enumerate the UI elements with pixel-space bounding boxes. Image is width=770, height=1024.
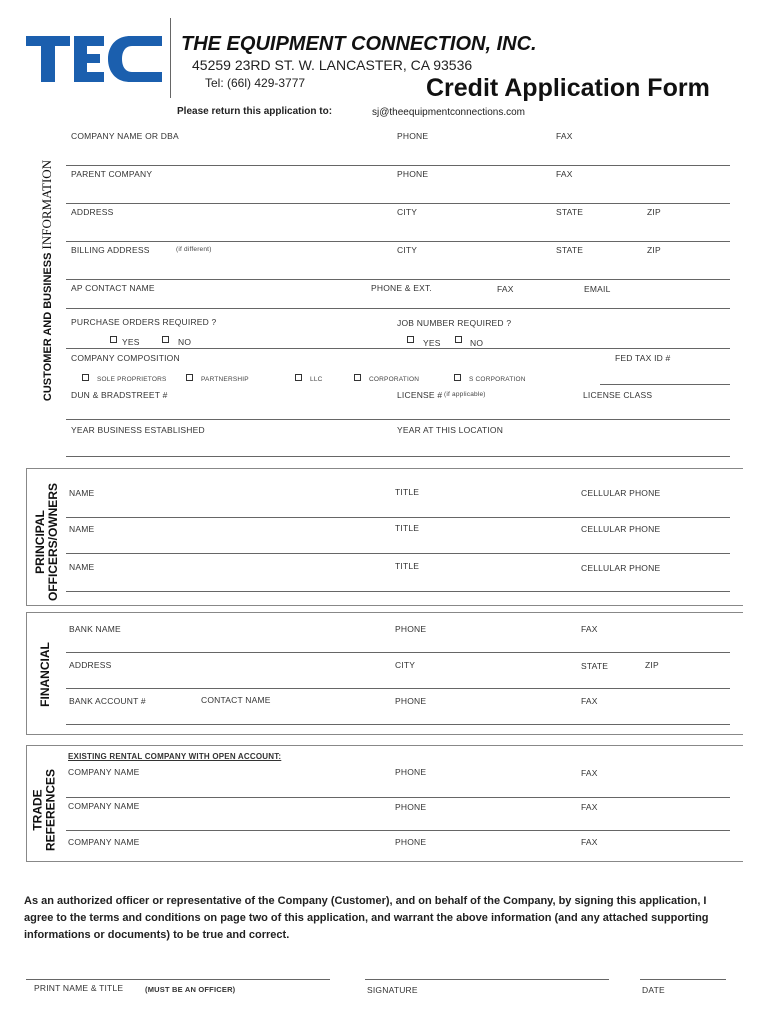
label-parent-company: PARENT COMPANY xyxy=(71,169,153,179)
label-print-name: PRINT NAME & TITLE xyxy=(34,983,124,993)
label-principal-name-1: NAME xyxy=(69,488,95,498)
field-line-po xyxy=(66,348,730,349)
field-line-bank[interactable] xyxy=(66,652,730,653)
field-line-dun[interactable] xyxy=(66,419,730,420)
field-line-billing[interactable] xyxy=(66,279,730,280)
label-job-required: JOB NUMBER REQUIRED ? xyxy=(397,318,512,328)
field-line-trade-2[interactable] xyxy=(66,830,730,831)
checkbox-partnership[interactable] xyxy=(186,374,193,381)
label-principal-title-1: TITLE xyxy=(395,487,420,497)
label-job-no: NO xyxy=(470,338,484,348)
label-zip: ZIP xyxy=(647,207,661,217)
field-line-principal-1[interactable] xyxy=(66,517,730,518)
label-trade-company-1: COMPANY NAME xyxy=(68,767,140,777)
label-trade-fax-1: FAX xyxy=(581,768,598,778)
label-principal-cell-2: CELLULAR PHONE xyxy=(581,524,661,534)
field-line-signature[interactable] xyxy=(365,979,609,980)
label-bank-fax-2: FAX xyxy=(581,696,598,706)
field-line-year[interactable] xyxy=(66,456,730,457)
label-license-class: LICENSE CLASS xyxy=(583,390,653,400)
label-existing-rental: EXISTING RENTAL COMPANY WITH OPEN ACCOUNT: xyxy=(68,752,282,761)
label-bank-phone: PHONE xyxy=(395,624,427,634)
field-line-bank-address[interactable] xyxy=(66,688,730,689)
field-line-trade-1[interactable] xyxy=(66,797,730,798)
section-label-financial: FINANCIAL xyxy=(38,642,52,707)
label-company-composition: COMPANY COMPOSITION xyxy=(71,353,180,363)
company-name: THE EQUIPMENT CONNECTION, INC. xyxy=(181,33,537,55)
checkbox-job-no[interactable] xyxy=(455,336,462,343)
return-label: Please return this application to: xyxy=(177,106,333,117)
label-bank-state: STATE xyxy=(581,661,609,671)
label-phone-ext: PHONE & EXT. xyxy=(371,283,432,293)
label-bank-phone-2: PHONE xyxy=(395,696,427,706)
label-bank-zip: ZIP xyxy=(645,660,659,670)
field-line-print-name[interactable] xyxy=(26,979,330,980)
return-email[interactable]: sj@theequipmentconnections.com xyxy=(372,107,526,118)
label-city-billing: CITY xyxy=(397,245,418,255)
label-bank-fax: FAX xyxy=(581,624,598,634)
label-date: DATE xyxy=(642,985,665,995)
label-email: EMAIL xyxy=(584,284,611,294)
label-po-no: NO xyxy=(178,337,192,347)
label-company-name: COMPANY NAME OR DBA xyxy=(71,131,179,141)
label-trade-fax-3: FAX xyxy=(581,837,598,847)
label-bank-city: CITY xyxy=(395,660,416,670)
label-bank-address: ADDRESS xyxy=(69,660,112,670)
label-bank-contact: CONTACT NAME xyxy=(201,695,271,705)
field-line-bank-account[interactable] xyxy=(66,724,730,725)
label-partnership: PARTNERSHIP xyxy=(201,376,249,383)
label-year-location: YEAR AT THIS LOCATION xyxy=(397,425,504,435)
label-corporation: CORPORATION xyxy=(369,376,420,383)
label-sole: SOLE PROPRIETORS xyxy=(97,376,167,383)
label-trade-phone-2: PHONE xyxy=(395,802,427,812)
tec-logo-icon xyxy=(26,34,164,84)
field-line-ap[interactable] xyxy=(66,308,730,309)
label-principal-title-2: TITLE xyxy=(395,523,420,533)
label-principal-title-3: TITLE xyxy=(395,561,420,571)
label-address: ADDRESS xyxy=(71,207,114,217)
checkbox-llc[interactable] xyxy=(295,374,302,381)
label-bank-account: BANK ACCOUNT # xyxy=(69,696,146,706)
label-dun: DUN & BRADSTREET # xyxy=(71,390,168,400)
field-line-principal-2[interactable] xyxy=(66,553,730,554)
checkbox-po-yes[interactable] xyxy=(110,336,117,343)
label-fax-ap: FAX xyxy=(497,284,514,294)
section-financial-box xyxy=(26,612,743,735)
form-title: Credit Application Form xyxy=(426,74,710,102)
label-state: STATE xyxy=(556,207,584,217)
company-logo xyxy=(26,34,164,84)
section-label-principal: PRINCIPAL OFFICERS/OWNERS xyxy=(33,483,60,602)
label-ap-contact: AP CONTACT NAME xyxy=(71,283,155,293)
checkbox-po-no[interactable] xyxy=(162,336,169,343)
label-state-billing: STATE xyxy=(556,245,584,255)
authorization-statement: As an authorized officer or representative of the Company (Customer), and on behalf of the Company, by signing this application, I agree to the terms and conditions on page two of this application, and warrant the above information (and any attached supporting informations or documents) to be true and correct. xyxy=(24,895,709,941)
label-trade-phone-1: PHONE xyxy=(395,767,427,777)
section-label-trade: TRADE REFERENCES xyxy=(30,769,58,852)
label-trade-fax-2: FAX xyxy=(581,802,598,812)
label-fed-tax: FED TAX ID # xyxy=(615,353,671,363)
label-signature: SIGNATURE xyxy=(367,985,418,995)
field-line-address[interactable] xyxy=(66,241,730,242)
label-po-required: PURCHASE ORDERS REQUIRED ? xyxy=(71,317,217,327)
label-zip-billing: ZIP xyxy=(647,245,661,255)
label-phone: PHONE xyxy=(397,131,429,141)
checkbox-job-yes[interactable] xyxy=(407,336,414,343)
label-principal-cell-1: CELLULAR PHONE xyxy=(581,488,661,498)
label-must-be-officer: (MUST BE AN OFFICER) xyxy=(145,985,236,994)
label-bank-name: BANK NAME xyxy=(69,624,121,634)
label-phone-parent: PHONE xyxy=(397,169,429,179)
checkbox-sole[interactable] xyxy=(82,374,89,381)
label-trade-phone-3: PHONE xyxy=(395,837,427,847)
label-year-established: YEAR BUSINESS ESTABLISHED xyxy=(71,425,205,435)
label-job-yes: YES xyxy=(423,338,441,348)
label-city: CITY xyxy=(397,207,418,217)
label-principal-cell-3: CELLULAR PHONE xyxy=(581,563,661,573)
field-line-company[interactable] xyxy=(66,165,730,166)
label-s-corp: S CORPORATION xyxy=(469,376,526,383)
label-billing-address: BILLING ADDRESS xyxy=(71,245,150,255)
label-trade-company-3: COMPANY NAME xyxy=(68,837,140,847)
label-trade-company-2: COMPANY NAME xyxy=(68,801,140,811)
checkbox-s-corp[interactable] xyxy=(454,374,461,381)
field-line-parent[interactable] xyxy=(66,203,730,204)
label-llc: LLC xyxy=(310,376,323,383)
company-address: 45259 23RD ST. W. LANCASTER, CA 93536 xyxy=(192,57,473,73)
label-principal-name-2: NAME xyxy=(69,524,95,534)
field-line-date[interactable] xyxy=(640,979,726,980)
checkbox-corporation[interactable] xyxy=(354,374,361,381)
label-fax: FAX xyxy=(556,131,573,141)
label-po-yes: YES xyxy=(122,337,140,347)
label-license: LICENSE # xyxy=(397,390,443,400)
label-fax-parent: FAX xyxy=(556,169,573,179)
field-line-principal-3[interactable] xyxy=(66,591,730,592)
label-principal-name-3: NAME xyxy=(69,562,95,572)
label-if-applicable: (if applicable) xyxy=(444,391,486,398)
company-tel: Tel: (66l) 429-3777 xyxy=(205,76,306,90)
field-line-fed-tax[interactable] xyxy=(600,384,730,385)
label-if-different: (if different) xyxy=(176,246,212,253)
section-label-customer: CUSTOMER AND BUSINESS INFORMATION xyxy=(39,159,54,402)
header-divider xyxy=(170,18,171,98)
